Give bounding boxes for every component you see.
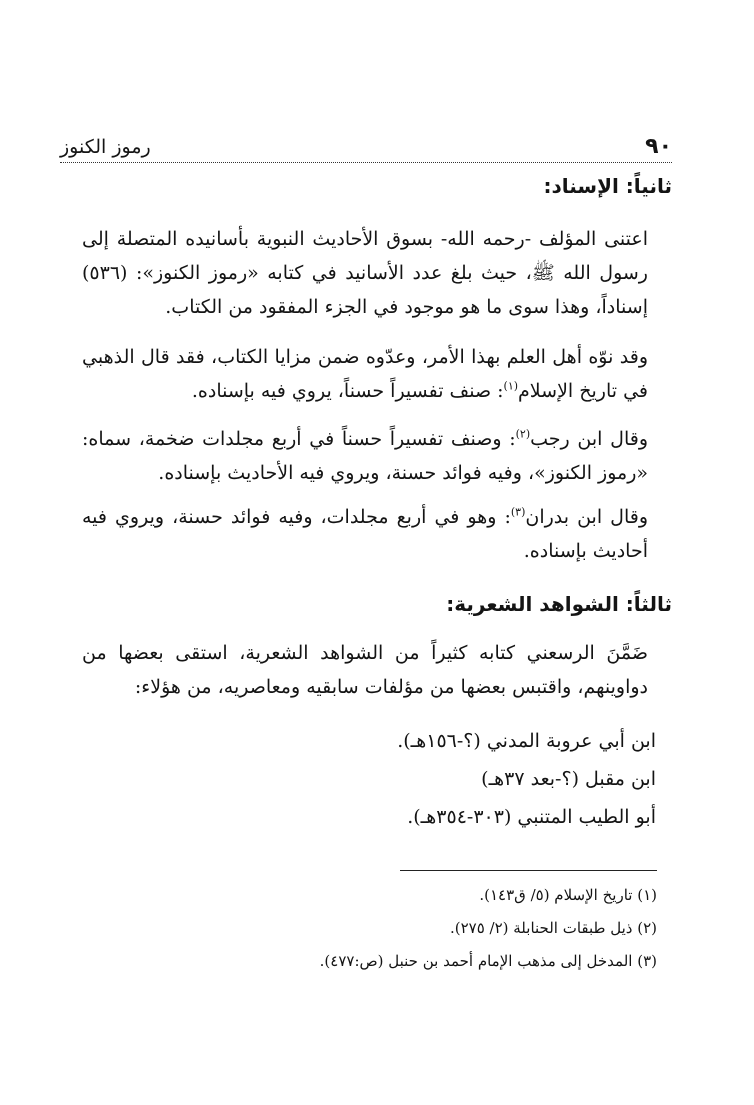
paragraph-text: ضَمَّنَ الرسعني كتابه كثيراً من الشواهد الشعرية، استقى بعضها من دواوينهم، واقتبس بعضها من مؤلفات سابقيه ومعاصريه، من هؤلاء: [82,642,648,698]
paragraph-text: وقد نوّه أهل العلم بهذا الأمر، وعدّوه ضمن مزايا الكتاب، فقد قال الذهبي في تاريخ الإسلام [82,346,648,402]
paragraph-text: : وصنف تفسيراً حسناً في أربع مجلدات ضخمة، سماه: «رموز الكنوز»، وفيه فوائد حسنة، ويروي فيه الأحاديث بإسناده. [82,428,648,484]
footnote-ref-2: (٢) [515,427,531,441]
page-header [60,134,672,163]
paragraph-text: اعتنى المؤلف -رحمه الله- بسوق الأحاديث النبوية بأسانيده المتصلة إلى رسول الله ﷺ، حيث بلغ عدد الأسانيد في كتابه «رموز الكنوز»: (٥٣٦) إسناداً، وهذا سوى ما هو موجود في الجزء المفقود من الكتاب. [82,228,648,318]
paragraph-ibn-rajab [82,422,672,490]
paragraph-poetry-intro [82,636,672,704]
running-title: رموز الكنوز [60,136,151,158]
section-heading-poetry: ثالثاً: الشواهد الشعرية: [446,592,672,616]
paragraph-isnad-intro [82,222,672,324]
footnote-1: (١) تاريخ الإسلام (٥/ ق١٤٣). [479,886,657,904]
paragraph-text: : وهو في أربع مجلدات، وفيه فوائد حسنة، ويروي فيه أحاديث بإسناده. [82,506,648,562]
poet-list-item: ابن مقبل (؟-بعد ٣٧هـ) [481,768,656,790]
paragraph-text: وقال ابن رجب [530,428,648,450]
paragraph-text: : صنف تفسيراً حسناً، يروي فيه بإسناده. [191,380,504,402]
footnote-3: (٣) المدخل إلى مذهب الإمام أحمد بن حنبل (ص:٤٧٧). [319,952,657,970]
poet-list-item: أبو الطيب المتنبي (٣٠٣-٣٥٤هـ). [407,806,656,828]
paragraph-text: وقال ابن بدران [525,506,648,528]
poet-list-item: ابن أبي عروبة المدني (؟-١٥٦هـ). [397,730,656,752]
page-number: ٩٠ [645,134,672,159]
footnote-divider [400,870,657,871]
paragraph-ibn-badran [82,500,672,568]
footnote-ref-3: (٣) [510,505,526,519]
footnote-ref-1: (١) [503,379,519,393]
footnote-2: (٢) ذيل طبقات الحنابلة (٢/ ٢٧٥). [449,919,657,937]
section-heading-isnad: ثانياً: الإسناد: [543,174,672,198]
paragraph-dhahabi [82,340,672,408]
